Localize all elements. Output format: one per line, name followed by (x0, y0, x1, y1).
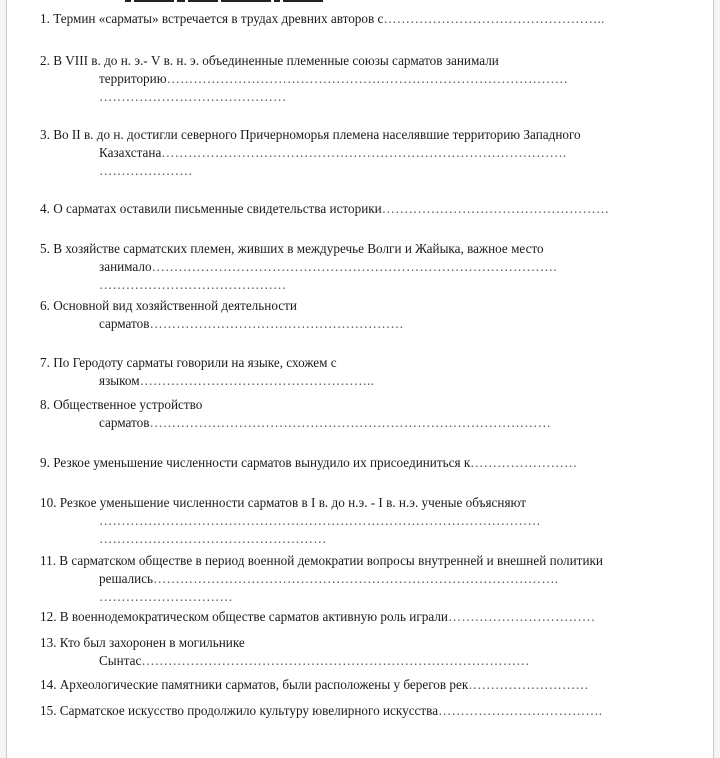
question-text-continued: сарматов (99, 316, 150, 331)
answer-blank-line (40, 588, 603, 606)
question-text: Термин «сарматы» встречается в трудах древних авторов с (53, 11, 384, 26)
answer-blank[interactable]: ………………………… (99, 589, 233, 604)
answer-blank[interactable]: ……………………… (468, 677, 589, 692)
answer-blank[interactable]: ………………………………………………………………………………. (161, 145, 567, 160)
answer-blank-line (40, 276, 557, 294)
question-text-continued: занимало (99, 259, 152, 274)
question-line (40, 126, 581, 144)
cut-off-heading (125, 0, 335, 2)
question-text: Сарматское искусство продолжило культуру ювелирного искусства (59, 703, 439, 718)
question-continuation (40, 414, 551, 432)
question-text: Общественное устройство (53, 397, 203, 412)
question-continuation (40, 315, 404, 333)
answer-blank-line (40, 530, 541, 548)
question-text-continued: Казахстана (99, 145, 162, 160)
question-1 (40, 10, 605, 28)
question-continuation (40, 652, 530, 670)
question-text: Резкое уменьшение численности сарматов вынудило их присоединиться к (53, 455, 471, 470)
question-text-continued: сарматов (99, 415, 150, 430)
question-line (40, 552, 603, 570)
answer-blank[interactable]: ………………………………………………………………………………. (151, 259, 557, 274)
question-line (40, 52, 568, 70)
answer-blank[interactable]: ………………………………. (438, 703, 603, 718)
answer-blank-line (40, 162, 581, 180)
question-text: О сарматах оставили письменные свидетельства историки (53, 201, 382, 216)
question-text: В сарматском обществе в период военной демократии вопросы внутренней и внешней политики (59, 553, 603, 568)
question-number: 1. (40, 11, 50, 26)
question-line (40, 494, 541, 512)
answer-blank[interactable]: …………………………………… (99, 89, 287, 104)
question-text-continued: решались (99, 571, 154, 586)
question-11 (40, 552, 603, 606)
question-text: Археологические памятники сарматов, были расположены у берегов рек (59, 677, 469, 692)
question-number: 3. (40, 127, 50, 142)
question-line (40, 676, 589, 694)
question-9 (40, 454, 577, 472)
answer-blank[interactable]: ……………………………………………………………………………… (149, 415, 552, 430)
question-12 (40, 608, 595, 626)
question-number: 4. (40, 201, 50, 216)
question-text-continued: Сынтас (99, 653, 142, 668)
question-text: По Геродоту сарматы говорили на языке, схожем с (53, 355, 337, 370)
question-line (40, 634, 530, 652)
question-10 (40, 494, 541, 548)
answer-blank[interactable]: ……………………………………………………………………………… (166, 71, 569, 86)
question-number: 9. (40, 455, 50, 470)
question-continuation (40, 372, 374, 390)
question-13 (40, 634, 530, 670)
question-number: 11. (40, 553, 56, 568)
answer-blank[interactable]: …………………………………………… (99, 531, 327, 546)
question-8 (40, 396, 551, 432)
answer-blank[interactable]: …………………………………… (99, 277, 287, 292)
question-continuation (40, 570, 603, 588)
question-text: Резкое уменьшение численности сарматов в I в. до н.э. - I в. н.э. ученые объясняют (59, 495, 526, 510)
question-text-continued: языком (99, 373, 140, 388)
question-2 (40, 52, 568, 106)
answer-blank[interactable]: …………………………………………………………………………… (141, 653, 530, 668)
answer-blank[interactable]: ………………… (99, 163, 193, 178)
question-line (40, 297, 404, 315)
question-6 (40, 297, 404, 333)
question-line (40, 608, 595, 626)
question-text: В хозяйстве сарматских племен, живших в междуречье Волги и Жайыка, важное место (53, 241, 544, 256)
question-continuation (40, 144, 581, 162)
answer-blank[interactable]: ………………………………………….. (383, 11, 605, 26)
question-line (40, 454, 577, 472)
question-number: 10. (40, 495, 57, 510)
question-text: В VIII в. до н. э.- V в. н. э. объединенные племенные союзы сарматов занимали (53, 53, 499, 68)
question-continuation (40, 258, 557, 276)
question-line (40, 10, 605, 28)
question-4 (40, 200, 609, 218)
question-3 (40, 126, 581, 180)
question-5 (40, 240, 557, 294)
answer-blank[interactable]: ……………………………………………………………………………………… (99, 513, 541, 528)
question-text: Основной вид хозяйственной деятельности (53, 298, 297, 313)
answer-blank[interactable]: ………………………………………………………………………………. (153, 571, 559, 586)
question-line (40, 240, 557, 258)
question-15 (40, 702, 602, 720)
question-continuation (40, 70, 568, 88)
question-number: 15. (40, 703, 57, 718)
question-text-continued: территорию (99, 71, 167, 86)
answer-blank[interactable]: …………………………… (447, 609, 596, 624)
question-text: В военнодемократическом обществе сарматов активную роль играли (59, 609, 448, 624)
question-number: 8. (40, 397, 50, 412)
question-number: 2. (40, 53, 50, 68)
question-number: 13. (40, 635, 57, 650)
question-line (40, 396, 551, 414)
answer-blank[interactable]: …………………………………………….. (139, 373, 375, 388)
question-number: 7. (40, 355, 50, 370)
question-continuation (40, 512, 541, 530)
answer-blank-line (40, 88, 568, 106)
question-text: Кто был захоронен в могильнике (59, 635, 245, 650)
question-line (40, 702, 602, 720)
answer-blank[interactable]: …………………………………………… (381, 201, 610, 216)
question-14 (40, 676, 589, 694)
question-line (40, 354, 374, 372)
question-text: Во II в. до н. достигли северного Причерноморья племена населявшие территорию Западного (53, 127, 581, 142)
answer-blank[interactable]: …………………… (470, 455, 578, 470)
question-7 (40, 354, 374, 390)
question-number: 14. (40, 677, 57, 692)
question-number: 5. (40, 241, 50, 256)
question-line (40, 200, 609, 218)
answer-blank[interactable]: ………………………………………………… (149, 316, 404, 331)
question-number: 6. (40, 298, 50, 313)
question-number: 12. (40, 609, 57, 624)
